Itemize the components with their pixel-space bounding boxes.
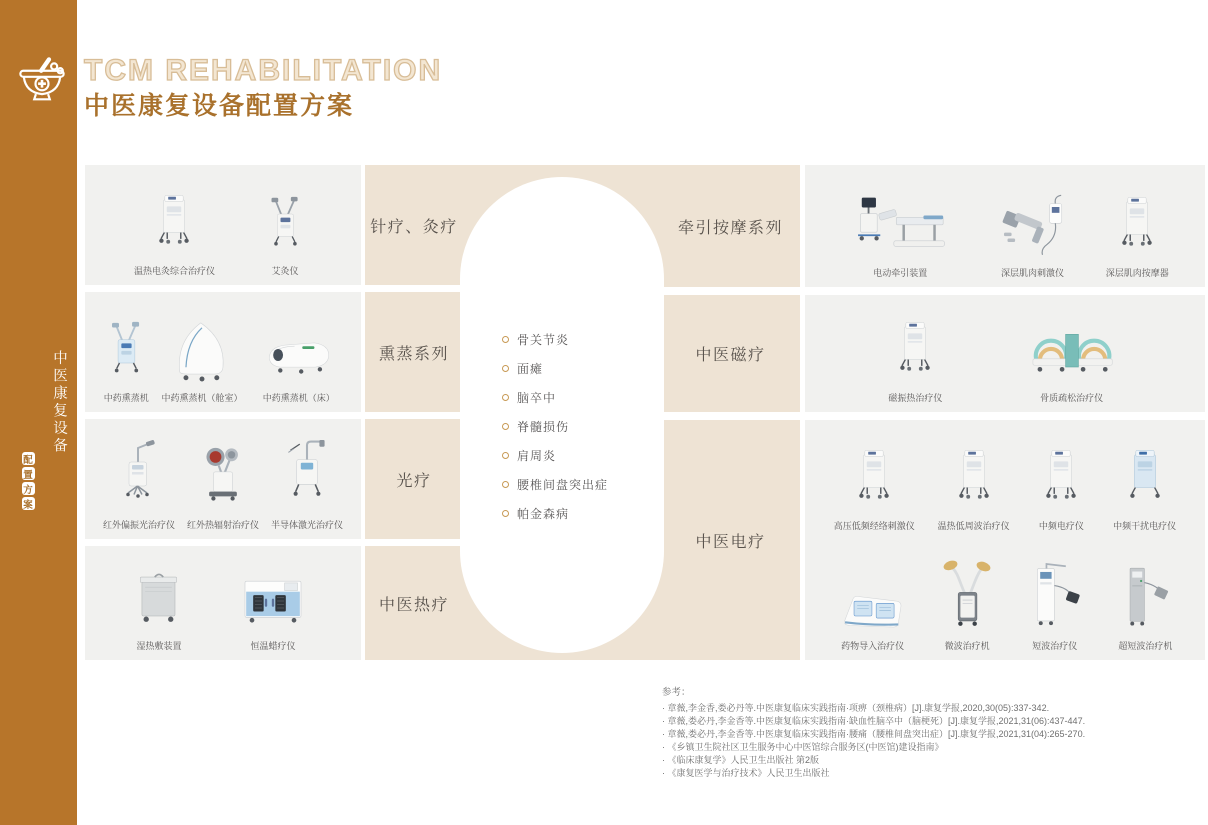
category-label (661, 420, 800, 660)
device-item (841, 189, 959, 279)
tower-arms-device-image (258, 185, 312, 261)
references-items (662, 702, 1207, 780)
device-label: 湿热敷装置 (136, 641, 182, 651)
device-item (1113, 432, 1176, 532)
condition-bullet-icon (502, 336, 509, 343)
device-label: 艾灸仪 (271, 266, 299, 276)
pod-device-image (165, 312, 239, 388)
device-row (85, 419, 361, 539)
category-label (661, 295, 800, 412)
condition-label: 肩周炎 (517, 449, 557, 463)
device-item (134, 177, 215, 277)
device-panel (85, 546, 361, 660)
device-panel (85, 292, 361, 412)
device-item (1032, 432, 1090, 532)
device-label: 半导体激光治疗仪 (270, 520, 343, 530)
category-label-text: 中医热疗 (378, 596, 449, 614)
device-row (85, 546, 361, 660)
device-label: 温热低周波治疗仪 (937, 521, 1010, 531)
device-label: 中药熏蒸机 (103, 393, 149, 403)
category-label-text: 中医电疗 (695, 533, 766, 551)
laser-arm-device-image (276, 427, 338, 515)
mortar-pestle-icon (16, 56, 68, 108)
device-row (805, 295, 1205, 412)
device-label: 骨质疏松治疗仪 (1040, 393, 1104, 403)
condition-label: 面瘫 (517, 362, 544, 376)
condition-item (502, 447, 608, 464)
device-item (938, 432, 1010, 532)
device-label: 中频电疗仪 (1038, 521, 1084, 531)
cube-device-image (127, 564, 191, 636)
category-label (365, 419, 463, 539)
condition-bullet-icon (502, 365, 509, 372)
device-row (85, 165, 361, 285)
tower-blue-device-image (1116, 432, 1174, 516)
device-row (805, 540, 1205, 660)
lamp-head-device-image (191, 433, 255, 515)
reference-item: · 章薇,李金香,娄必丹等.中医康复临床实践指南·项痹（颈椎病）[J].康复学报,2020,30(05):337-342. (662, 702, 1207, 715)
device-label: 深层肌肉按摩器 (1105, 268, 1169, 278)
device-item (98, 310, 154, 404)
tower-device-image (145, 177, 203, 261)
sidebar-badge-group (14, 452, 42, 510)
massage-gun-device-image (989, 193, 1075, 263)
device-label: 磁振热治疗仪 (888, 393, 943, 403)
tower-arms-blue-device-image (98, 310, 154, 388)
condition-label: 帕金森病 (517, 507, 570, 521)
category-label-text: 针疗、灸疗 (370, 218, 458, 236)
device-item (934, 552, 1000, 652)
traction-bed-device-image (841, 189, 959, 263)
category-label (661, 165, 800, 287)
condition-bullet-icon (502, 423, 509, 430)
reference-item: · 《康复医学与治疗技术》人民卫生出版社 (662, 767, 1207, 780)
condition-item (502, 389, 608, 406)
ushortwave-device-image (1109, 558, 1181, 636)
condition-label: 腰椎间盘突出症 (517, 478, 609, 492)
device-item (1109, 558, 1181, 652)
tower-device-image (845, 432, 903, 516)
desktop-device-image (829, 578, 917, 636)
sidebar-badge: 配 (22, 452, 35, 465)
device-item (829, 578, 917, 652)
device-label: 超短波治疗机 (1118, 641, 1173, 651)
condition-item (502, 505, 608, 522)
sidebar-badge: 置 (22, 467, 35, 480)
device-item (187, 433, 259, 531)
category-label (365, 546, 463, 660)
device-item (886, 304, 944, 404)
condition-bullet-icon (502, 394, 509, 401)
device-item (834, 432, 915, 532)
shortwave-device-image (1018, 558, 1092, 636)
reference-item: · 章薇,娄必丹,李金香等.中医康复临床实践指南·腰痛（腰椎间盘突出症）[J].康复学报,2021,31(04):265-270. (662, 728, 1207, 741)
condition-bullet-icon (502, 452, 509, 459)
device-row (85, 292, 361, 412)
device-label: 电动牵引装置 (873, 268, 928, 278)
device-label: 中频干扰电疗仪 (1113, 521, 1177, 531)
device-label: 深层肌肉刺激仪 (1000, 268, 1064, 278)
tower-device-image (945, 432, 1003, 516)
device-label: 中药熏蒸机（舱室） (161, 393, 243, 403)
condition-label: 脑卒中 (517, 391, 557, 405)
condition-item (502, 418, 608, 435)
condition-item (502, 360, 608, 377)
device-item (271, 427, 343, 531)
device-panel (85, 165, 361, 285)
device-panel (85, 419, 361, 539)
tower-device-image (1032, 432, 1090, 516)
device-row (805, 165, 1205, 287)
light-arm-device-image (109, 427, 169, 515)
device-row (805, 420, 1205, 540)
device-label: 恒温蜡疗仪 (250, 641, 296, 651)
device-label: 中药熏蒸机（床） (262, 393, 335, 403)
device-item (250, 322, 348, 404)
device-item (1020, 318, 1124, 404)
condition-bullet-icon (502, 481, 509, 488)
category-label (365, 165, 463, 285)
device-item (227, 566, 319, 652)
device-item (127, 564, 191, 652)
references-title: 参考： (662, 687, 691, 698)
tower-device-image (1108, 179, 1166, 263)
conditions-list (502, 331, 608, 522)
condition-label: 骨关节炎 (517, 333, 570, 347)
rings-device-image (1020, 318, 1124, 388)
category-label-text: 熏蒸系列 (378, 345, 449, 363)
device-item (103, 427, 175, 531)
bed-pod-device-image (250, 322, 348, 388)
category-label-text: 中医磁疗 (695, 347, 766, 364)
sidebar (0, 0, 77, 825)
device-item (258, 185, 312, 277)
device-label: 微波治疗机 (944, 641, 990, 651)
device-panel (805, 420, 1205, 660)
device-label: 温热电灸综合治疗仪 (133, 266, 215, 276)
device-label: 红外偏振光治疗仪 (102, 520, 175, 530)
device-label: 红外热辐射治疗仪 (186, 520, 259, 530)
page-title-chinese: 中医康复设备配置方案 (84, 92, 355, 120)
condition-item (502, 476, 608, 493)
device-item (1106, 179, 1169, 279)
condition-bullet-icon (502, 510, 509, 517)
category-label-text: 光疗 (396, 472, 432, 490)
reference-item: · 章薇,娄必丹,李金香等.中医康复临床实践指南·缺血性脑卒中（脑梗死）[J].康复学报,2021,31(06):437-447. (662, 715, 1207, 728)
condition-item (502, 331, 608, 348)
page-title-english: TCM REHABILITATION (84, 54, 443, 87)
device-label: 短波治疗仪 (1032, 641, 1078, 651)
condition-label: 脊髓损伤 (517, 420, 570, 434)
sidebar-badge: 方 (22, 482, 35, 495)
device-item (989, 193, 1075, 279)
sidebar-vertical-title: 中医康复设备 (51, 350, 67, 455)
device-label: 高压低频经络刺激仪 (833, 521, 915, 531)
device-item (1018, 558, 1092, 652)
category-label-text: 牵引按摩系列 (677, 219, 783, 237)
reference-item: · 《乡镇卫生院社区卫生服务中心中医馆综合服务区(中医馆)建设指南》 (662, 741, 1207, 754)
device-label: 药物导入治疗仪 (841, 641, 905, 651)
sidebar-badge: 案 (22, 497, 35, 510)
device-panel (805, 295, 1205, 412)
cabinet-device-image (227, 566, 319, 636)
reference-item: · 《临床康复学》人民卫生出版社 第2版 (662, 754, 1207, 767)
microwave-device-image (934, 552, 1000, 636)
tower-device-image (886, 304, 944, 388)
category-label (365, 292, 463, 412)
device-item (161, 312, 242, 404)
references (662, 684, 1207, 780)
device-panel (805, 165, 1205, 287)
